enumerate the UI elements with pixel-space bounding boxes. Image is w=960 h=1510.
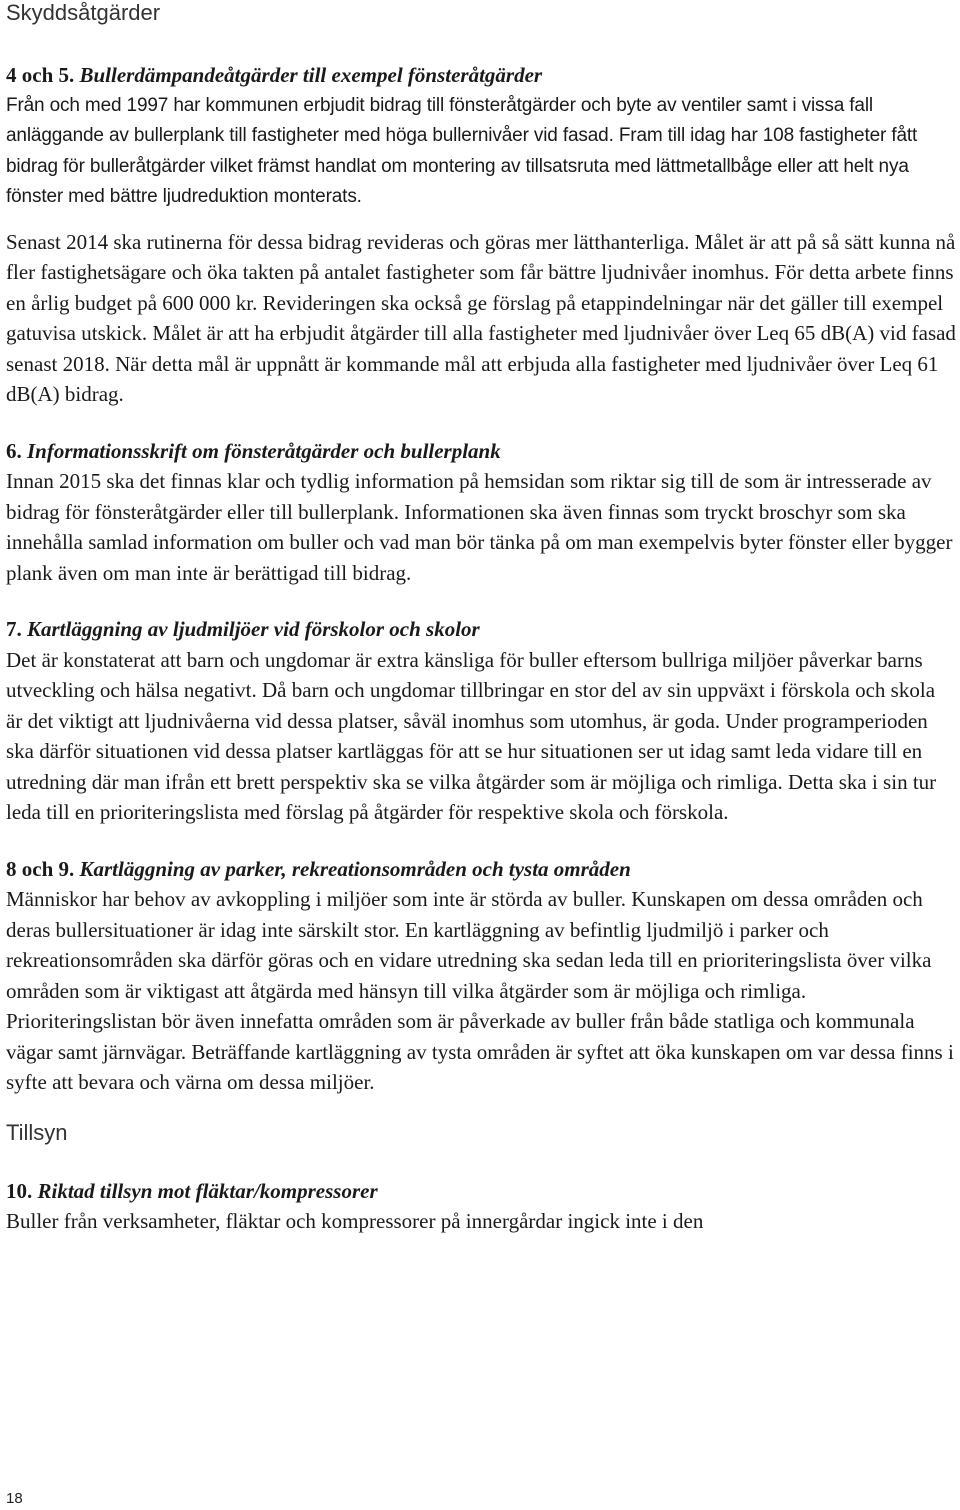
item-title-8-9	[6, 854, 956, 885]
item-number: 6.	[6, 438, 22, 463]
item-title-text: Kartläggning av ljudmiljöer vid förskolor och skolor	[27, 617, 480, 641]
item-title-4-5	[6, 60, 956, 91]
item-title-10	[6, 1176, 956, 1207]
paragraph-7: Det är konstaterat att barn och ungdomar är extra känsliga för buller eftersom bullriga miljöer påverkar barns utveckling och hälsa negativt. Då barn och ungdomar tillbringar en stor del av sin uppväxt i förskola och skola är det viktigt att ljudnivåerna vid dessa platser, såväl inomhus som utomhus, är goda. Under programperioden ska därför situationen vid dessa platser kartläggas för att se hur situationen ser ut idag samt leda vidare till en utredning där man ifrån ett brett perspektiv ska se vilka åtgärder som är möjliga och rimliga. Detta ska i sin tur leda till en prioriteringslista med förslag på åtgärder för respektive skola och förskola.	[6, 647, 937, 824]
item-title-text: Riktad tillsyn mot fläktar/kompressorer	[37, 1178, 378, 1203]
page-number: 18	[6, 1490, 23, 1507]
item-number: 7.	[6, 617, 22, 641]
item-number: 8 och 9.	[6, 856, 75, 881]
item-title-7	[6, 614, 956, 645]
paragraph-4-5-b: Senast 2014 ska rutinerna för dessa bidrag revideras och göras mer lätthanterliga. Målet är att på så sätt kunna nå fler fastighetsägare och öka takten på antalet fastigheter som får bättre ljudnivåer inomhus. För detta arbete finns en årlig budget på 600 000 kr. Revideringen ska också ge förslag på etappindelningar när det gäller till exempel gatuvisa utskick. Målet är att ha erbjudit åtgärder till alla fastigheter med ljudnivåer över Leq 65 dB(A) vid fasad senast 2018. När detta mål är uppnått är kommande mål att erbjuda alla fastigheter med ljudnivåer över Leq 61 dB(A) bidrag.	[6, 229, 956, 406]
section-heading-skyddsatgarder: Skyddsåtgärder	[6, 0, 161, 25]
item-number: 4 och 5.	[6, 63, 75, 87]
paragraph-4-5-a: Från och med 1997 har kommunen erbjudit bidrag till fönsteråtgärder och byte av ventiler samt i vissa fall anläggande av bullerplank till fastigheter med höga bullernivåer vid fasad. Fram till idag har 108 fastigheter fått bidrag för bulleråtgärder vilket främst handlat om montering av tillsatsruta med lättmetallbåge eller att helt nya fönster med bättre ljudreduktion monterats.	[6, 94, 918, 207]
item-title-text: Kartläggning av parker, rekreationsområden och tysta områden	[79, 856, 631, 881]
item-title-text: Bullerdämpandeåtgärder till exempel fönsteråtgärder	[79, 63, 543, 87]
paragraph-6: Innan 2015 ska det finnas klar och tydlig information på hemsidan som riktar sig till de som är intresserade av bidrag för fönsteråtgärder eller till bullerplank. Informationen ska även finnas som tryckt broschyr som ska innehålla samlad information om buller och vad man bör tänka på om man exempelvis byter fönster eller bygger plank även om man inte är berättigad till bidrag.	[6, 469, 953, 585]
item-title-6	[6, 436, 956, 467]
document-page	[6, 0, 956, 1237]
item-title-text: Informationsskrift om fönsteråtgärder och bullerplank	[27, 438, 501, 463]
paragraph-8-9: Människor har behov av avkoppling i miljöer som inte är störda av buller. Kunskapen om dessa områden och deras bullersituationer är idag inte särskilt stor. En kartläggning av befintlig ljudmiljö i parker och rekreationsområden ska därför göras och en vidare utredning ska sedan leda till en prioriteringslista över vilka områden som är viktigast att åtgärda med hänsyn till vilka åtgärder som är möjliga och rimliga. Prioriteringslistan bör även innefatta områden som är påverkade av buller från både statliga och kommunala vägar samt järnvägar. Beträffande kartläggning av tysta områden är syftet att öka kunskapen om var dessa finns i syfte att bevara och värna om dessa miljöer.	[6, 887, 954, 1094]
section-heading-tillsyn: Tillsyn	[6, 1119, 68, 1145]
paragraph-10: Buller från verksamheter, fläktar och kompressorer på innergårdar ingick inte i den	[6, 1209, 704, 1233]
item-number: 10.	[6, 1178, 33, 1203]
